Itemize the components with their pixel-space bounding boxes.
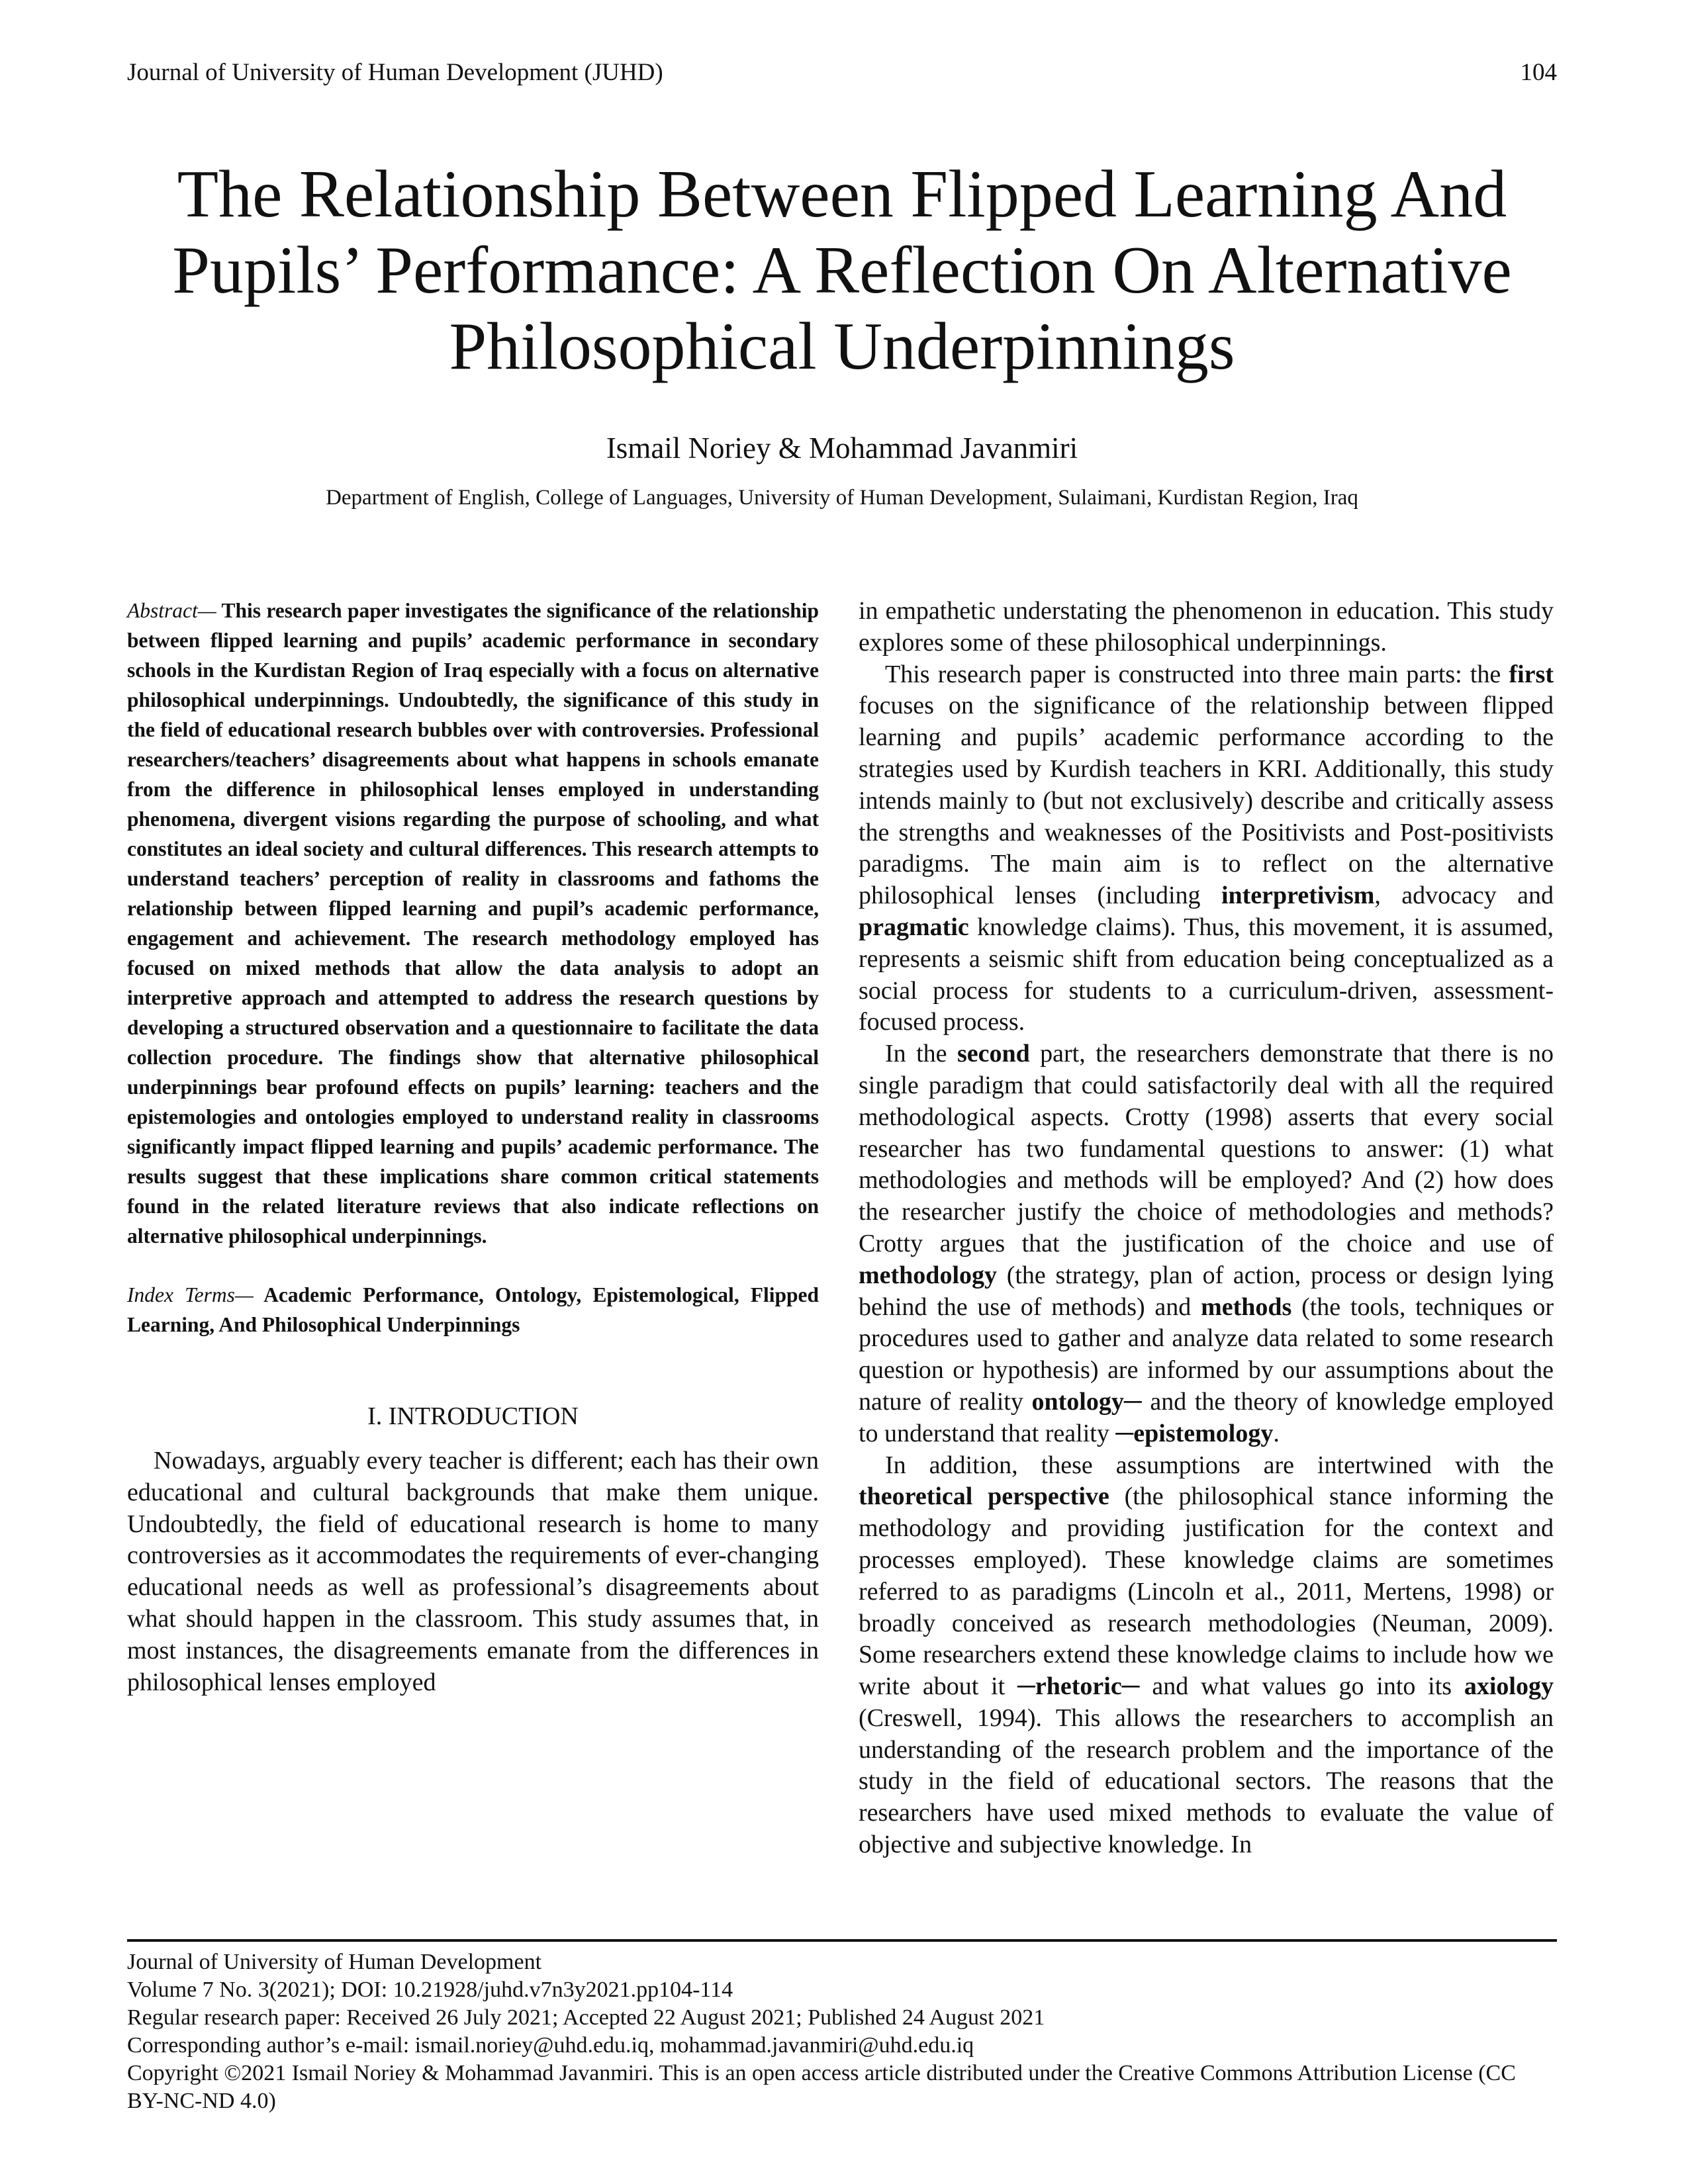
text-run: and the theory of knowledge employed to understand that reality (859, 1387, 1554, 1447)
emphasis-rhetoric: ─rhetoric─ (1017, 1672, 1140, 1701)
emphasis-theoretical-perspective: theoretical perspective (859, 1482, 1109, 1511)
right-paragraph-3 (859, 1038, 1554, 1449)
emphasis-first: first (1509, 660, 1554, 688)
emphasis-pragmatic: pragmatic (859, 913, 969, 941)
footer-copyright: Copyright ©2021 Ismail Noriey & Mohammad Javanmiri. This is an open access article distributed under the Creative Commons Attribution License (CC BY-NC-ND 4.0) (127, 2061, 1516, 2113)
footer-journal: Journal of University of Human Development (127, 1950, 542, 1974)
abstract-text: This research paper investigates the significance of the relationship between flipped learning and pupils’ academic performance in secondary schools in the Kurdistan Region of Iraq especially with a focus on alternative philosophical underpinnings. Undoubtedly, the significance of this study in the field of educational research bubbles over with controversies. Professional researchers/teachers’ disagreements about what happens in schools emanate from the difference in philosophical lenses employed in understanding phenomena, divergent visions regarding the purpose of schooling, and what constitutes an ideal society and cultural differences. This research attempts to understand teachers’ perception of reality in classrooms and fathoms the relationship between flipped learning and pupil’s academic performance, engagement and achievement. The research methodology employed has focused on mixed methods that allow the data analysis to adopt an interpretive approach and attempted to address the research questions by developing a structured observation and a questionnaire to facilitate the data collection procedure. The findings show that alternative philosophical underpinnings bear profound effects on pupils’ learning: teachers and the epistemologies and ontologies employed to understand reality in classrooms significantly impact flipped learning and pupils’ academic performance. The results suggest that these implications share common critical statements found in the related literature reviews that also indicate reflections on alternative philosophical underpinnings. (127, 599, 819, 1248)
emphasis-axiology: axiology (1464, 1672, 1554, 1701)
paper-title (127, 156, 1557, 385)
authors: Ismail Noriey & Mohammad Javanmiri (606, 432, 1078, 465)
text-run: knowledge claims). Thus, this movement, it is assumed, represents a seismic shift from education being conceptualized as a social process for students to a curriculum-driven, assessment-focused process. (859, 913, 1554, 1036)
emphasis-interpretivism: interpretivism (1221, 882, 1375, 910)
intro-paragraph-1: Nowadays, arguably every teacher is different; each has their own educational and cultural backgrounds that make them unique. Undoubtedly, the field of educational research is home to many controversies as it accommodates the requirements of ever-changing educational needs as well as professional’s disagreements about what should happen in the classroom. This study assumes that, in most instances, the disagreements emanate from the differences in philosophical lenses employed (127, 1447, 819, 1696)
title-line-3: Philosophical Underpinnings (449, 309, 1235, 384)
title-line-1: The Relationship Between Flipped Learning And (177, 157, 1507, 232)
footer (127, 1948, 1557, 2115)
text-run: focuses on the significance of the relationship between flipped learning and pupils’ academic performance according to the strategies used by Kurdish teachers in KRI. Additionally, this study intends mainly to (but not exclusively) describe and critically assess the strengths and weaknesses of the Positivists and Post-positivists paradigms. The main aim is to reflect on the alternative philosophical lenses (including (859, 692, 1554, 910)
footer-divider (127, 1939, 1557, 1942)
right-column (859, 596, 1554, 1861)
emphasis-methodology: methodology (859, 1261, 997, 1289)
index-terms (127, 1280, 819, 1340)
text-run: , advocacy and (1374, 882, 1554, 910)
text-run: In the (885, 1040, 957, 1068)
journal-name: Journal of University of Human Development (JUHD) (127, 59, 663, 86)
abstract-label: Abstract— (127, 599, 216, 622)
affiliation: Department of English, College of Languages, University of Human Development, Sulaimani, Kurdistan Region, Iraq (326, 486, 1358, 510)
footer-volume-doi: Volume 7 No. 3(2021); DOI: 10.21928/juhd.v7n3y2021.pp104-114 (127, 1978, 733, 2002)
section-heading-introduction: I. INTRODUCTION (367, 1402, 579, 1430)
right-paragraph-1: in empathetic understating the phenomenon in education. This study explores some of these philosophical underpinnings. (859, 597, 1554, 657)
text-run: part, the researchers demonstrate that there is no single paradigm that could satisfactorily deal with all the required methodological aspects. Crotty (1998) asserts that every social researcher has two fundamental questions to answer: (1) what methodologies and methods will be employed? And (2) how does the researcher justify the choice of methodologies and methods? Crotty argues that the justification of the choice and use of (859, 1040, 1554, 1257)
text-run: In addition, these assumptions are intertwined with the (885, 1451, 1554, 1479)
abstract (127, 596, 819, 1251)
text-run: (the philosophical stance informing the methodology and providing justification for the context and processes employed). These knowledge claims are sometimes referred to as paradigms (Lincoln et al., 2011, Mertens, 1998) or broadly conceived as research methodologies (Neuman, 2009). Some researchers extend these knowledge claims to include how we write about it (859, 1482, 1554, 1701)
text-run: This research paper is constructed into three main parts: the (885, 660, 1509, 688)
left-column (127, 596, 819, 1698)
text-run: (the strategy, plan of action, process or design lying behind the use of methods) and (859, 1261, 1554, 1321)
text-run: and what values go into its (1139, 1672, 1464, 1701)
right-paragraph-4 (859, 1450, 1554, 1861)
emphasis-methods: methods (1201, 1293, 1292, 1321)
right-paragraph-2 (859, 659, 1554, 1039)
text-run: . (1273, 1419, 1280, 1447)
title-line-2: Pupils’ Performance: A Reflection On Alternative (172, 233, 1512, 308)
index-terms-label: Index Terms— (127, 1283, 254, 1306)
text-run: (Creswell, 1994). This allows the researchers to accomplish an understanding of the research problem and the importance of the study in the field of educational sectors. The reasons that the researchers have used mixed methods to evaluate the value of objective and subjective knowledge. In (859, 1704, 1554, 1859)
emphasis-ontology: ontology─ (1031, 1387, 1142, 1416)
text-run: (the tools, techniques or procedures used to gather and analyze data related to some research question or hypothesis) are informed by our assumptions about the nature of reality (859, 1293, 1554, 1416)
index-terms-text: Academic Performance, Ontology, Epistemological, Flipped Learning, And Philosophical Underpinnings (127, 1283, 819, 1336)
emphasis-epistemology: ─epistemology (1115, 1419, 1274, 1447)
running-header (127, 58, 1557, 87)
page-number: 104 (1520, 59, 1557, 86)
footer-dates: Regular research paper: Received 26 July 2021; Accepted 22 August 2021; Published 24 August 2021 (127, 2005, 1045, 2030)
footer-email: Corresponding author’s e-mail: ismail.noriey@uhd.edu.iq, mohammad.javanmiri@uhd.edu.iq (127, 2033, 974, 2058)
emphasis-second: second (957, 1040, 1030, 1068)
